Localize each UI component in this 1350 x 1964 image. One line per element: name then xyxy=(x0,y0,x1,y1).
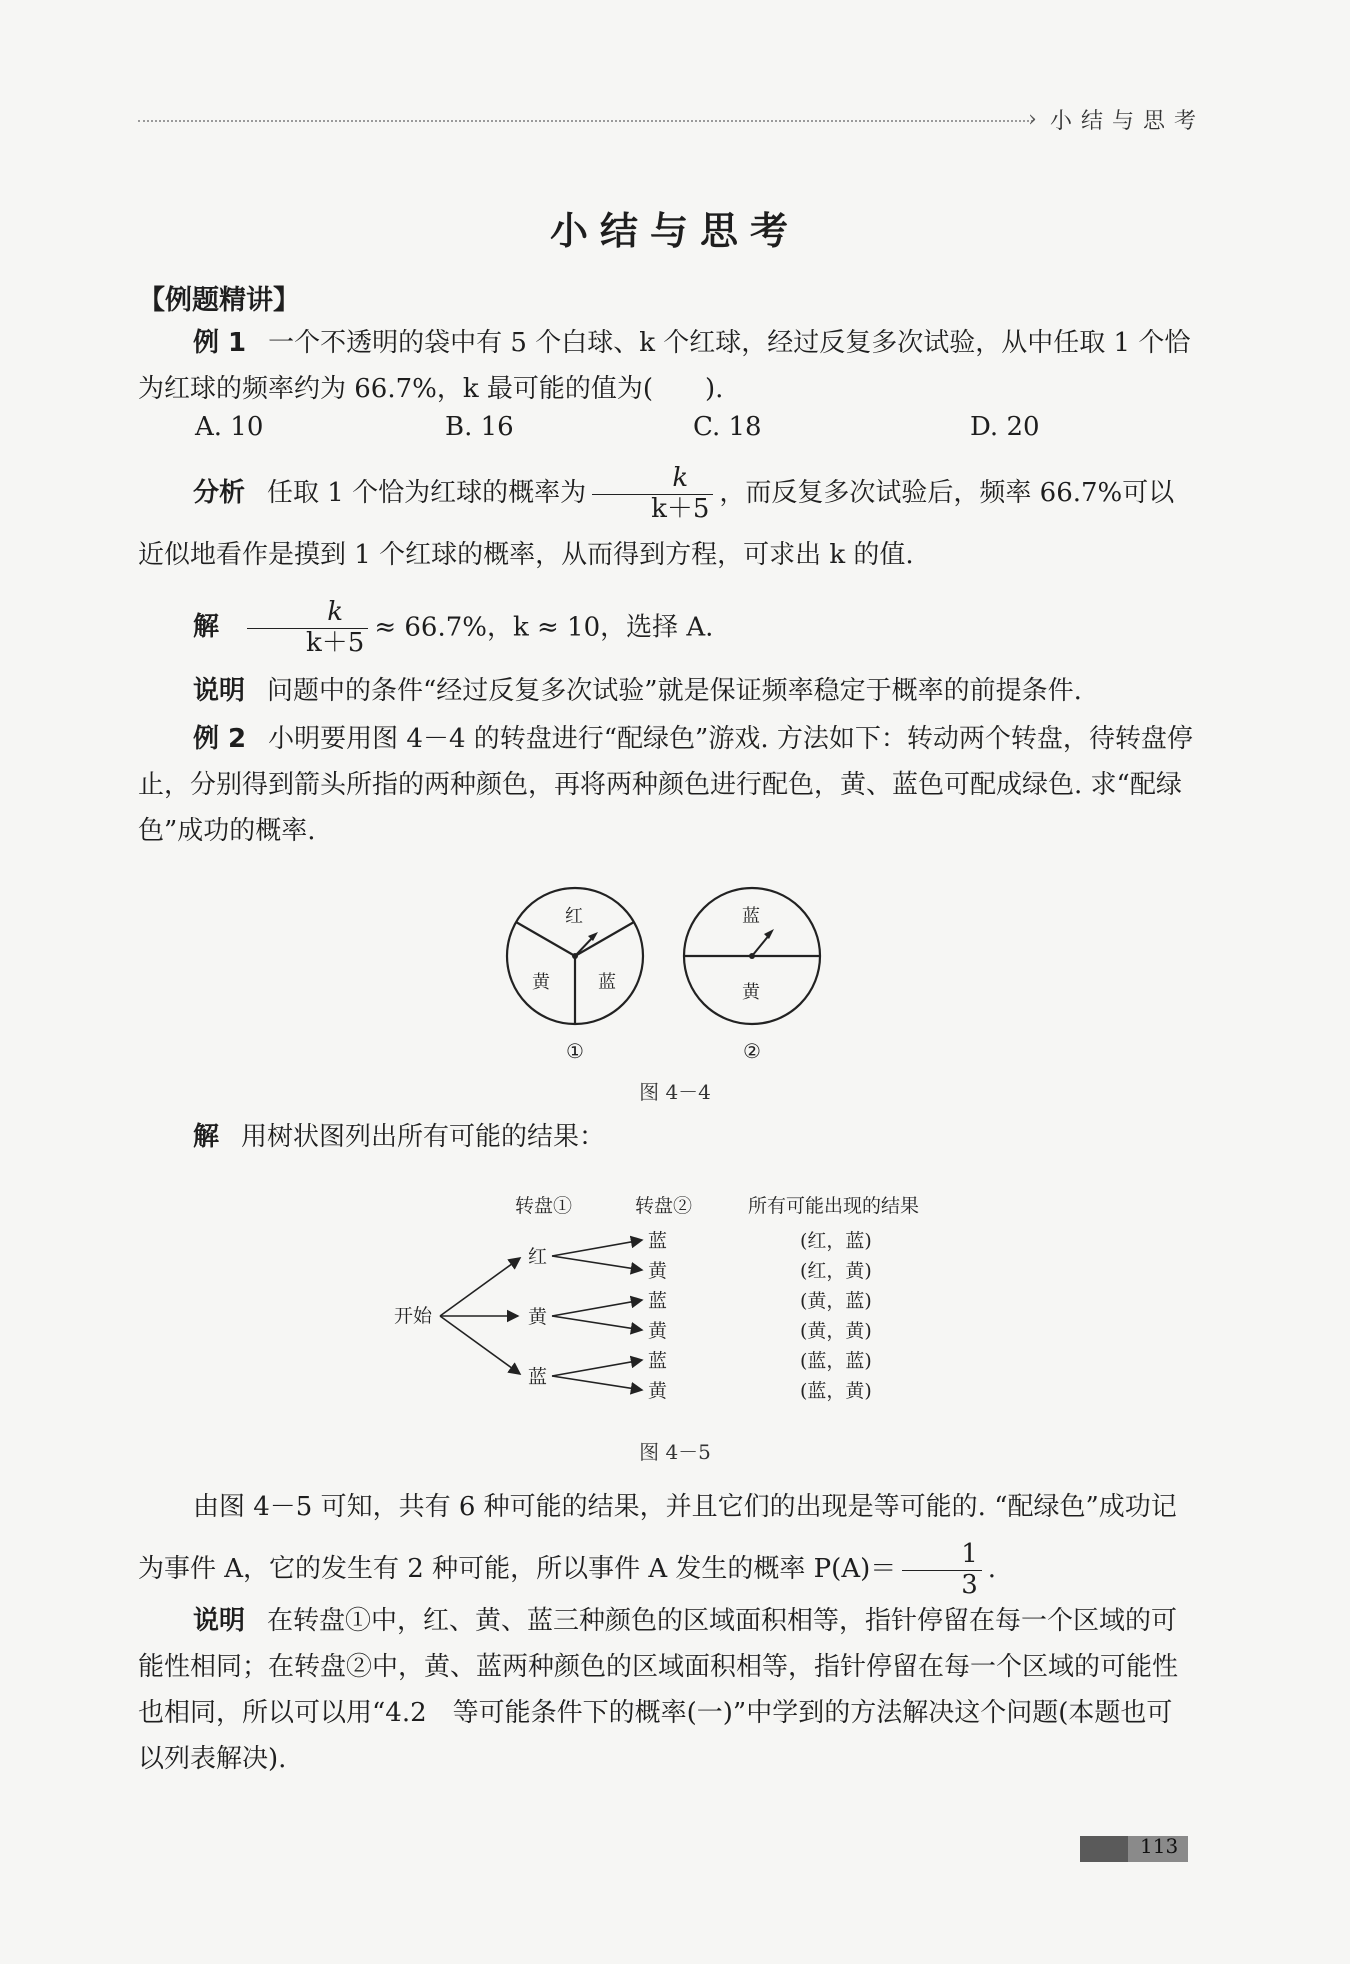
analysis-label: 分析 xyxy=(193,478,246,508)
tree-header-spinner1: 转盘① xyxy=(515,1195,573,1217)
solution-fraction-numerator: k xyxy=(327,597,344,627)
example1-label: 例 1 xyxy=(193,328,247,358)
tree-level1-yellow: 黄 xyxy=(528,1306,548,1328)
note1-label: 说明 xyxy=(193,676,246,706)
prob-numerator: 1 xyxy=(961,1538,978,1569)
spinner1-label-red: 红 xyxy=(565,906,583,927)
conclusion-text: 由图 4－5 可知，共有 6 种可能的结果，并且它们的出现是等可能的. “配绿色”成功记为事件 A，它的发生有 2 种可能，所以事件 A 发生的概率 P(A)＝ xyxy=(138,1492,1177,1584)
example2-label: 例 2 xyxy=(193,724,247,754)
section-heading: 【例题精讲】 xyxy=(138,285,300,316)
note2-paragraph xyxy=(138,1598,1198,1782)
probability-result-fraction xyxy=(902,1540,982,1601)
tree-result-5: (蓝，蓝) xyxy=(800,1350,872,1372)
solution2-paragraph xyxy=(138,1114,1198,1160)
figure-4-5-caption: 图 4－5 xyxy=(639,1440,711,1464)
fraction-numerator: k xyxy=(672,462,689,493)
option-d: D. 20 xyxy=(970,412,1040,442)
solution1-text: ≈ 66.7%，k ≈ 10，选择 A. xyxy=(374,612,714,643)
note1-paragraph xyxy=(138,668,1198,714)
solution2-text: 用树状图列出所有可能的结果： xyxy=(241,1122,606,1152)
option-b: B. 16 xyxy=(445,412,514,442)
spinner2-number: ② xyxy=(743,1039,761,1063)
page-title: 小结与思考 xyxy=(549,209,800,253)
fraction-denominator: k＋5 xyxy=(592,494,713,525)
note2-text: 在转盘①中，红、黄、蓝三种颜色的区域面积相等，指针停留在每一个区域的可能性相同；在转盘②中，黄、蓝两种颜色的区域面积相等，指针停留在每一个区域的可能性也相同，所以可以用“4.2 等可能条件下的概率(一)”中学到的方法解决这个问题(本题也可以列表解决). xyxy=(138,1606,1179,1774)
tree-start: 开始 xyxy=(394,1305,433,1327)
spinner-1 xyxy=(507,888,643,1063)
header-rule xyxy=(138,120,1033,122)
spinner1-label-blue: 蓝 xyxy=(598,972,616,993)
page-number-bar-dark xyxy=(1080,1836,1128,1862)
probability-fraction xyxy=(592,464,713,525)
tree-leaf-5: 蓝 xyxy=(648,1350,668,1372)
spinner-figure xyxy=(490,878,850,1078)
tree-leaf-2: 黄 xyxy=(648,1260,668,1282)
note1-text: 问题中的条件“经过反复多次试验”就是保证频率稳定于概率的前提条件. xyxy=(267,676,1082,706)
tree-result-3: (黄，蓝) xyxy=(800,1290,872,1312)
solution-fraction-denominator: k＋5 xyxy=(247,628,368,659)
example1-paragraph xyxy=(138,320,1198,412)
prob-denominator: 3 xyxy=(902,1570,982,1601)
example2-text: 小明要用图 4－4 的转盘进行“配绿色”游戏. 方法如下：转动两个转盘，待转盘停止，分别得到箭头所指的两种颜色，再将两种颜色进行配色，黄、蓝色可配成绿色. 求“配绿色”成功的概率. xyxy=(138,724,1193,846)
tree-leaf-1: 蓝 xyxy=(648,1230,668,1252)
figure-4-4-caption: 图 4－4 xyxy=(639,1080,711,1104)
analysis-paragraph xyxy=(138,462,1198,586)
page-number: 113 xyxy=(1140,1834,1179,1858)
tree-level1-blue: 蓝 xyxy=(528,1366,548,1388)
example1-options xyxy=(0,412,1350,452)
tree-level1-red: 红 xyxy=(528,1246,548,1268)
tree-diagram xyxy=(380,1188,960,1418)
spinner2-label-blue: 蓝 xyxy=(742,906,760,927)
solution2-label: 解 xyxy=(193,1122,220,1152)
solution1-label: 解 xyxy=(193,612,220,643)
tree-leaf-4: 黄 xyxy=(648,1320,668,1342)
analysis-pre: 任取 1 个恰为红球的概率为 xyxy=(267,478,587,508)
tree-result-1: (红，蓝) xyxy=(800,1230,872,1252)
tree-result-6: (蓝，黄) xyxy=(800,1380,872,1402)
spinner2-label-yellow: 黄 xyxy=(742,982,760,1003)
spinner1-label-yellow: 黄 xyxy=(532,972,550,993)
conclusion-paragraph xyxy=(138,1476,1198,1600)
solution1-paragraph xyxy=(138,598,1198,659)
header-arrow-icon: › xyxy=(1028,107,1037,132)
spinner-2 xyxy=(684,888,820,1063)
tree-header-spinner2: 转盘② xyxy=(635,1195,693,1217)
tree-leaf-3: 蓝 xyxy=(648,1290,668,1312)
tree-result-2: (红，黄) xyxy=(800,1260,872,1282)
tree-header-results: 所有可能出现的结果 xyxy=(748,1195,920,1217)
analysis-post: ，而反复多次试验后，频率 66.7%可以近似地看作是摸到 1 个红球的概率，从而得到方程，可求出 k 的值. xyxy=(138,478,1175,571)
solution-fraction xyxy=(247,598,368,659)
running-header: 小结与思考 xyxy=(1050,109,1206,134)
option-a: A. 10 xyxy=(195,412,264,442)
example1-text: 一个不透明的袋中有 5 个白球、k 个红球，经过反复多次试验，从中任取 1 个恰为红球的频率约为 66.7%，k 最可能的值为( ). xyxy=(138,328,1191,404)
tree-leaf-6: 黄 xyxy=(648,1380,668,1402)
tree-result-4: (黄，黄) xyxy=(800,1320,872,1342)
conclusion-end: . xyxy=(987,1554,997,1584)
spinner1-number: ① xyxy=(566,1039,584,1063)
note2-label: 说明 xyxy=(193,1606,246,1636)
option-c: C. 18 xyxy=(693,412,762,442)
example2-paragraph xyxy=(138,716,1198,854)
